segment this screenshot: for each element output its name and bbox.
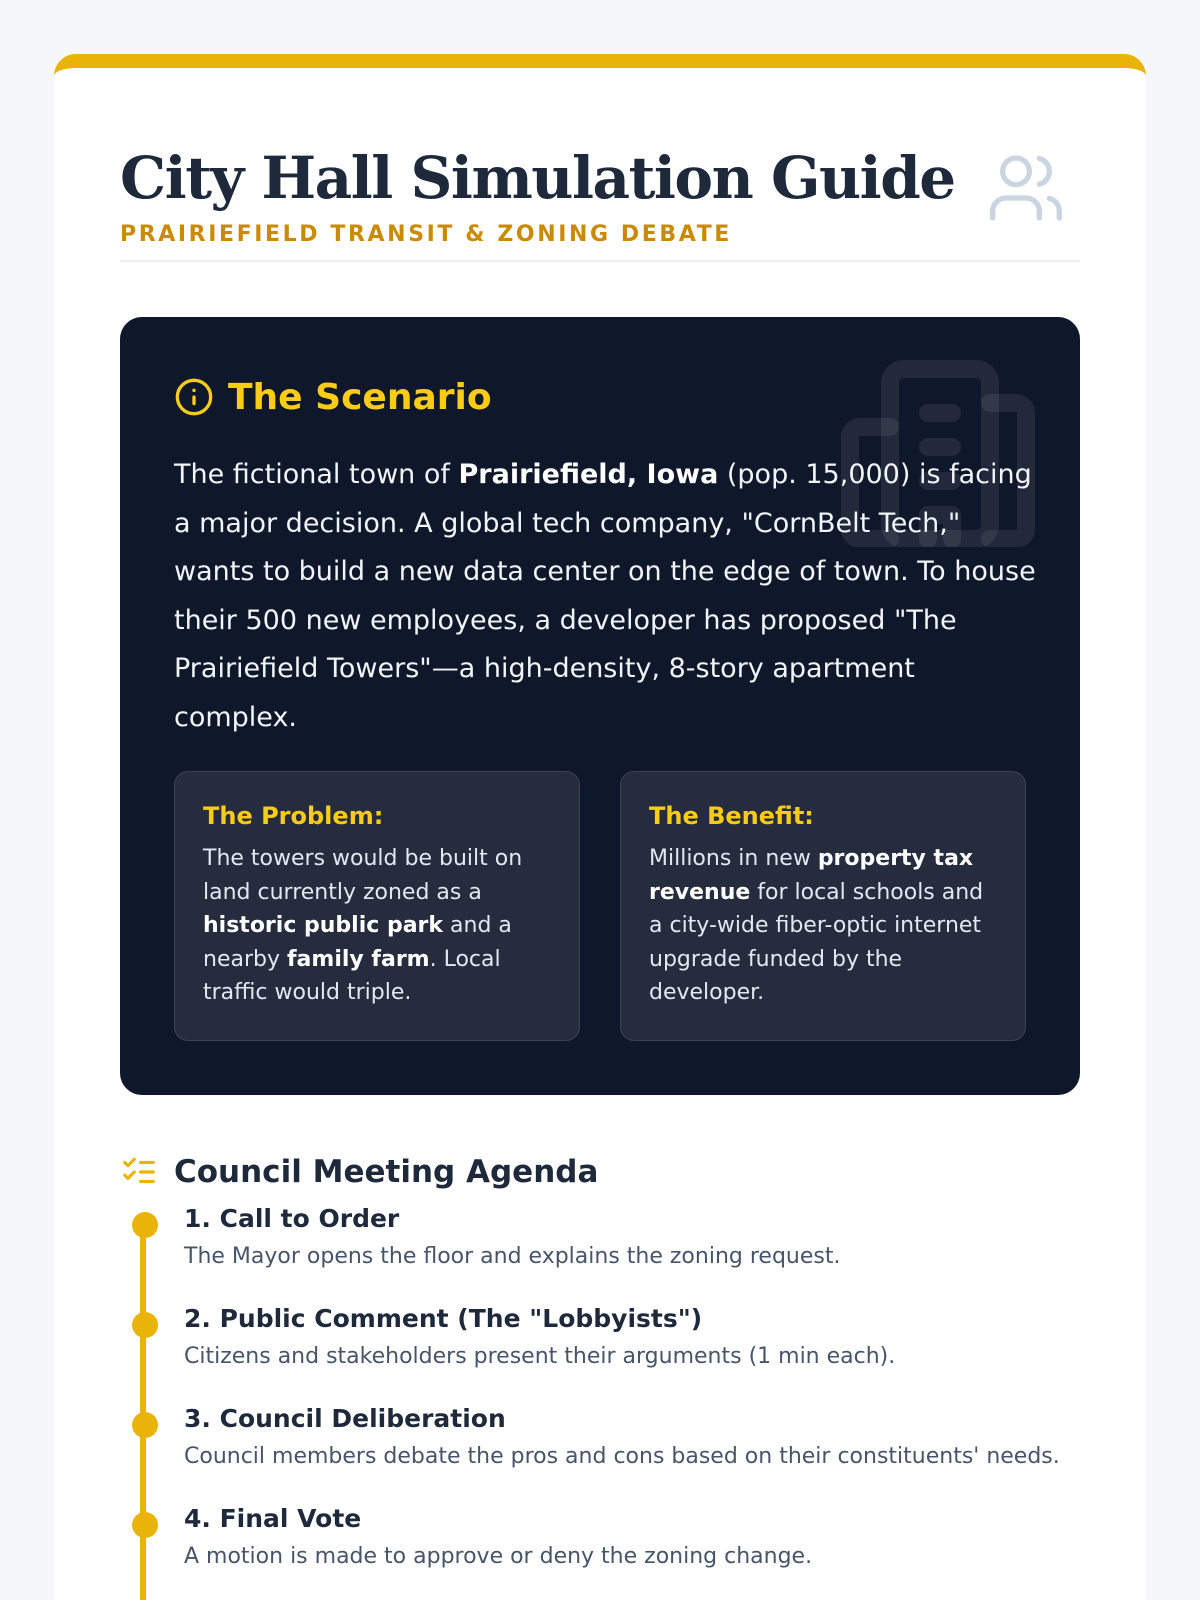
agenda-item-desc: The Mayor opens the floor and explains the zoning request. (184, 1244, 841, 1269)
checklist-icon (120, 1153, 158, 1191)
agenda-item-title: 3. Council Deliberation (184, 1404, 506, 1433)
agenda-item-desc: A motion is made to approve or deny the zoning change. (184, 1544, 813, 1569)
info-icon (174, 377, 214, 417)
scenario-panel (120, 317, 1080, 1095)
town-name: Prairiefield, Iowa (458, 459, 719, 490)
agenda-item-title: 4. Final Vote (184, 1504, 362, 1533)
timeline-dot (132, 1512, 158, 1538)
benefit-text: Millions in new property tax revenue for local schools and a city-wide fiber-optic internet upgrade funded by the developer. (649, 846, 984, 1005)
problem-title: The Problem: (203, 802, 384, 830)
agenda-item-title: 2. Public Comment (The "Lobbyists") (184, 1304, 703, 1333)
agenda-item-desc: Council members debate the pros and cons based on their constituents' needs. (184, 1444, 1060, 1469)
problem-card (174, 771, 580, 1041)
timeline-dot (132, 1312, 158, 1338)
page-subtitle: PRAIRIEFIELD TRANSIT & ZONING DEBATE (120, 222, 732, 247)
scenario-heading (174, 369, 492, 425)
timeline-dot (132, 1412, 158, 1438)
page-header (120, 138, 1080, 262)
agenda-title: Council Meeting Agenda (174, 1154, 599, 1190)
agenda-heading (120, 1150, 598, 1194)
page-title: City Hall Simulation Guide (120, 144, 955, 212)
users-icon (986, 148, 1066, 228)
benefit-title: The Benefit: (649, 802, 814, 830)
benefit-card (620, 771, 1026, 1041)
scenario-title: The Scenario (228, 376, 492, 418)
scenario-description: The fictional town of Prairiefield, Iowa (pop. 15,000) is facing a major decision. A global tech company, "CornBelt Tech," wants to build a new data center on the edge of town. To house their 500 new employees, a developer has proposed "The Prairiefield Towers"—a high-density, 8-story apartment complex. (174, 459, 1036, 733)
guide-card (54, 54, 1146, 1600)
timeline-dot (132, 1212, 158, 1238)
agenda-item-desc: Citizens and stakeholders present their arguments (1 min each). (184, 1344, 896, 1369)
agenda-item-title: 1. Call to Order (184, 1204, 400, 1233)
problem-text: The towers would be built on land currently zoned as a historic public park and a nearby family farm. Local traffic would triple. (203, 846, 523, 1005)
